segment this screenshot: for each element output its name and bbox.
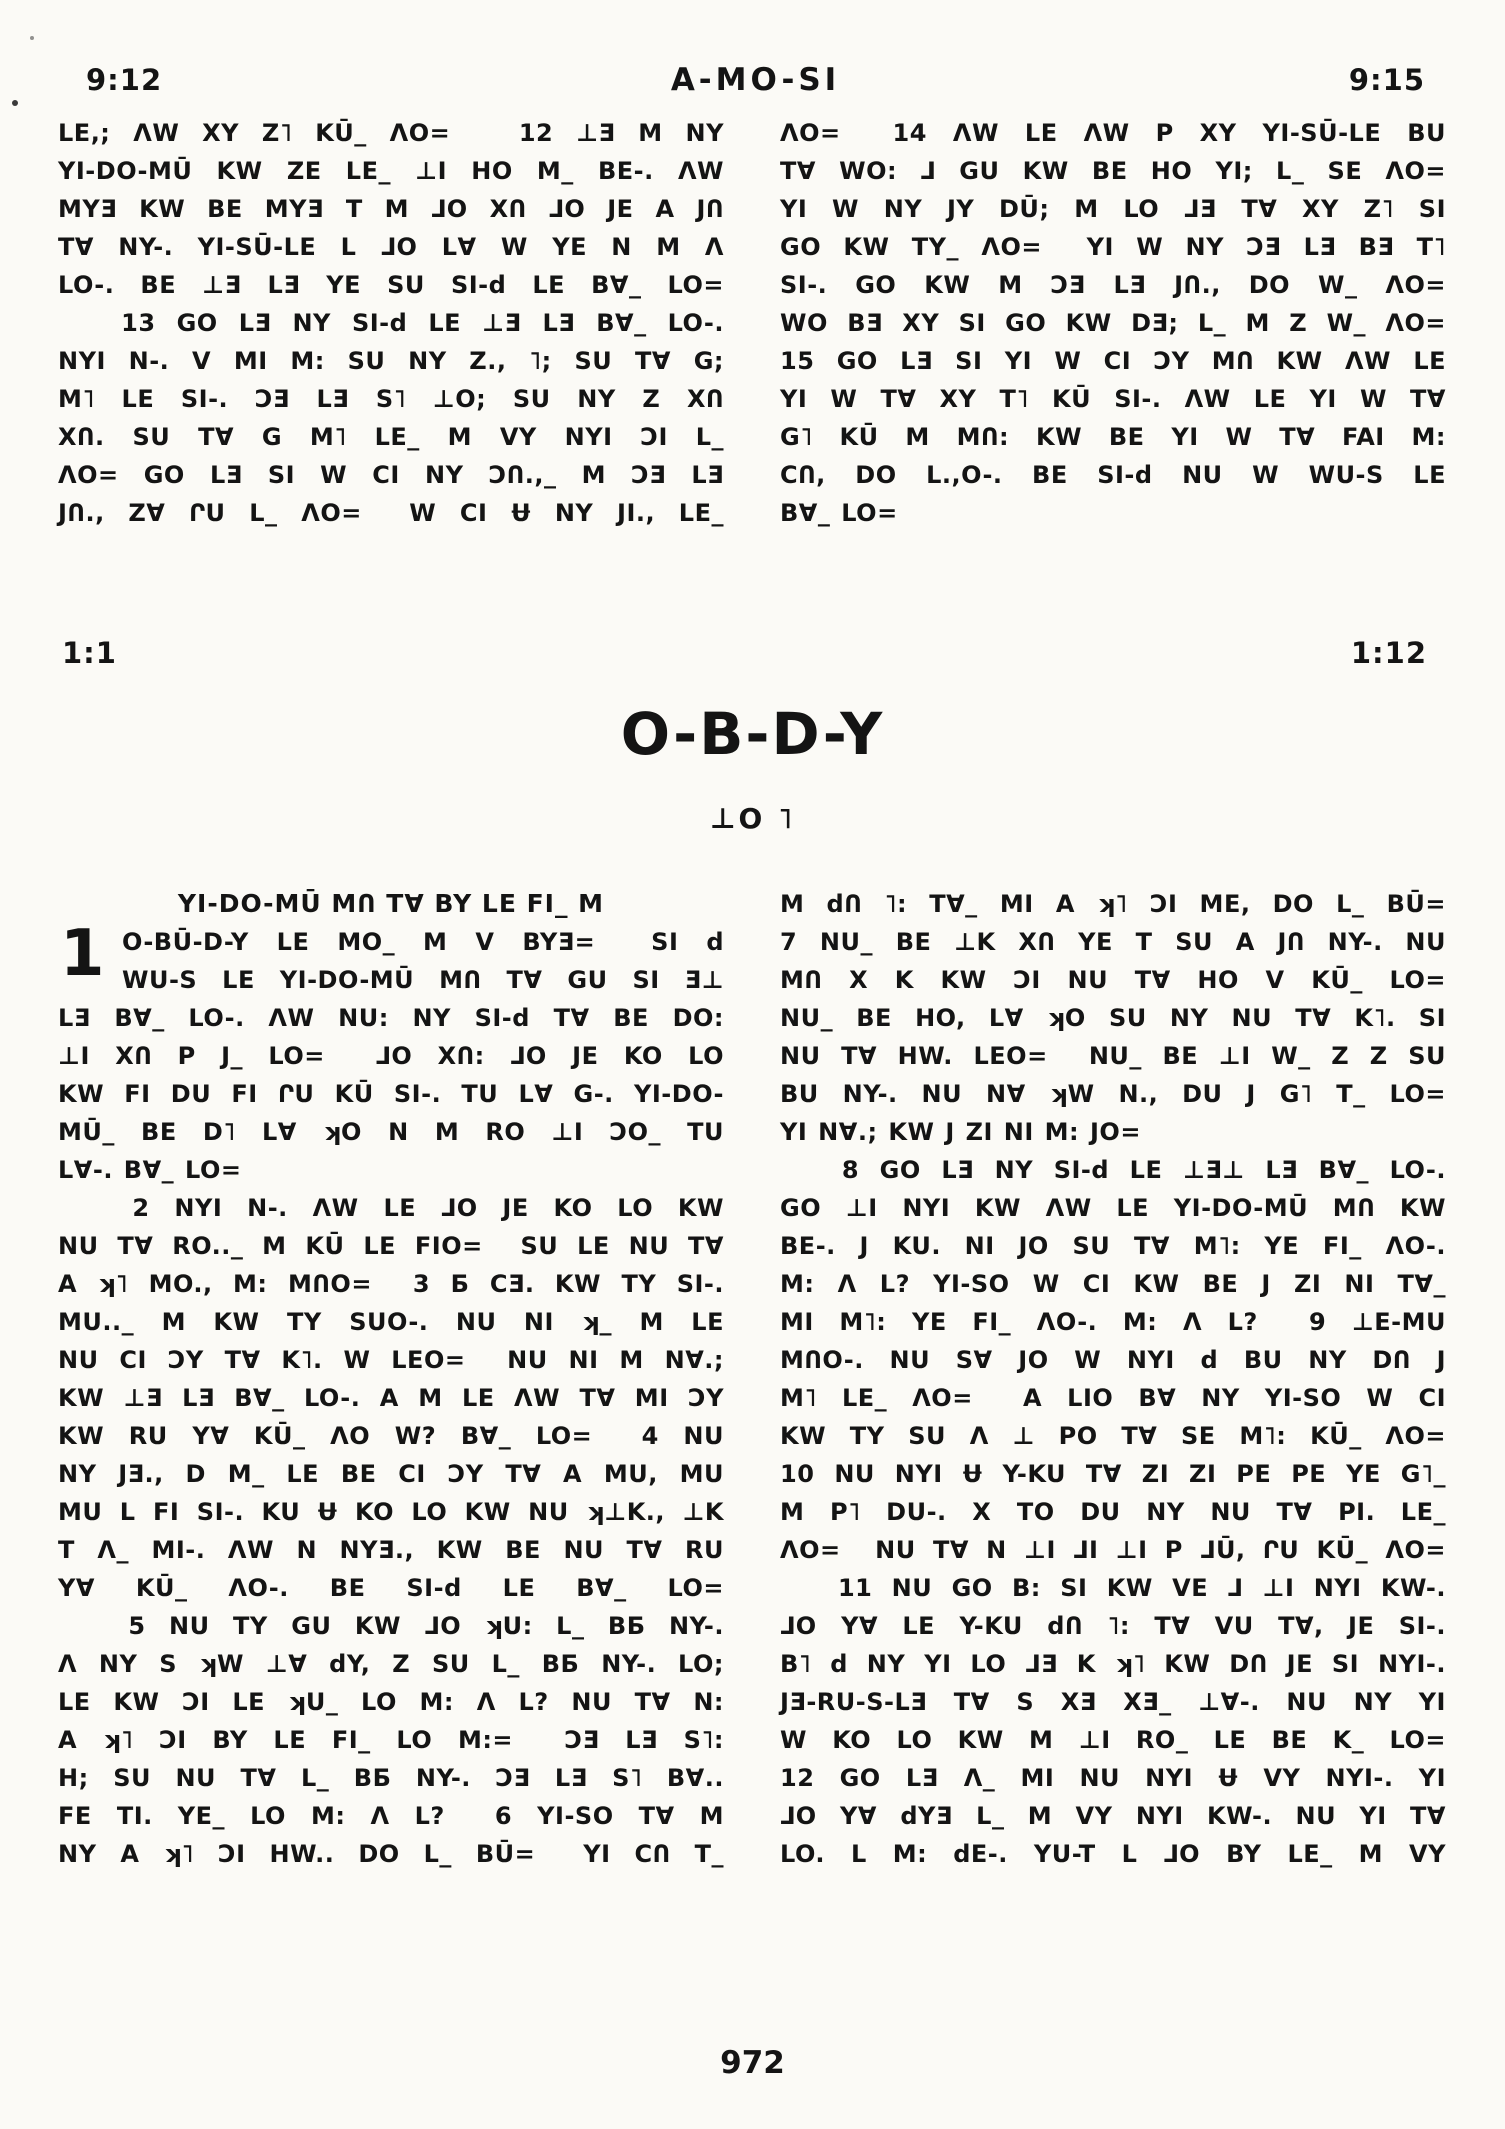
text-line: T Ʌ_ MI-. ɅW N NYƎ., KW BE NU TⱯ RU xyxy=(58,1536,724,1564)
scan-speck xyxy=(12,100,18,106)
text-line: 11 NU GO B: SI KW VE ⅃ ⊥I NYI KW-. xyxy=(780,1574,1446,1602)
text-line: NU CI ƆY TⱯ K˥. W LEO= NU NI M NⱯ.; xyxy=(58,1346,724,1374)
verse-ref-left: 9:12 xyxy=(86,63,163,97)
text-line: KW ⊥Ǝ LƎ BⱯ_ LO-. A M LE ɅW TⱯ MI ƆY xyxy=(58,1384,724,1412)
text-line: LE,; ɅW XY Z˥ KŪ_ ɅO= 12 ⊥Ǝ M NY xyxy=(58,119,724,147)
obadiah-left-column xyxy=(58,885,724,1873)
text-line: NY JƎ., D M_ LE BE CI ƆY TⱯ A MU, MU xyxy=(58,1460,724,1488)
text-line: H; SU NU TⱯ L_ BƂ NY-. ƆƎ LƎ S˥ BⱯ.. xyxy=(58,1764,724,1792)
text-line: NY A ʞ˥ ƆI HW.. DO L_ BŪ= YI CՈ T_ xyxy=(58,1840,724,1868)
text-line: G˥ KŪ M MՈ: KW BE YI W TⱯ FAI M: xyxy=(780,423,1446,451)
obadiah-right-column xyxy=(780,885,1446,1873)
text-line: SI-. GO KW M ƆƎ LƎ JՈ., DO W_ ɅO= xyxy=(780,271,1446,299)
text-line: NU TⱯ RO.._ M KŪ LE FIO= SU LE NU TⱯ xyxy=(58,1232,724,1260)
obadiah-subtitle: ⊥O ˥ xyxy=(709,802,796,835)
text-line: Ʌ NY S ʞW ⊥Ɐ dY, Z SU L_ BƂ NY-. LO; xyxy=(58,1650,724,1678)
text-line: MՈO-. NU SⱯ JO W NYI d BU NY DՈ J xyxy=(780,1346,1446,1374)
text-line: 10 NU NYI Ʉ Y-KU TⱯ ZI ZI PE PE YE G˥_ xyxy=(780,1460,1446,1488)
text-line: M˥ LE SI-. ƆƎ LƎ S˥ ⊥O; SU NY Z XՈ xyxy=(58,385,724,413)
text-line: KW RU YⱯ KŪ_ ɅO W? BⱯ_ LO= 4 NU xyxy=(58,1422,724,1450)
obadiah-text-columns xyxy=(0,885,1505,1873)
obadiah-book-title: O-B-D-Y xyxy=(620,700,885,768)
text-line: M P˥ DU-. X TO DU NY NU TⱯ PI. LE_ xyxy=(780,1498,1446,1526)
text-line: A ʞ˥ ƆI BY LE FI_ LO M:= ƆƎ LƎ S˥: xyxy=(58,1726,724,1754)
text-line: BU NY-. NU NⱯ ʞW N., DU J G˥ T_ LO= xyxy=(780,1080,1446,1108)
text-line: 2 NYI N-. ɅW LE ⅃O JE KO LO KW xyxy=(58,1194,724,1222)
text-line: WU-S LE YI-DO-MŪ MՈ TⱯ GU SI Ǝ⊥ xyxy=(122,966,724,994)
text-line: YI W TⱯ XY T˥ KŪ SI-. ɅW LE YI W TⱯ xyxy=(780,385,1446,413)
chapter-drop-cap: 1 xyxy=(60,917,105,991)
text-line: GO ⊥I NYI KW ɅW LE YI-DO-MŪ MՈ KW xyxy=(780,1194,1446,1222)
text-line: LE KW ƆI LE ʞU_ LO M: Ʌ L? NU TⱯ N: xyxy=(58,1688,724,1716)
text-line: 15 GO LƎ SI YI W CI ƆY MՈ KW ɅW LE xyxy=(780,347,1446,375)
text-line: YⱯ KŪ_ ɅO-. BE SI-d LE BⱯ_ LO= xyxy=(58,1574,724,1602)
chapter-ref-right: 1:12 xyxy=(1350,636,1427,670)
text-line: 13 GO LƎ NY SI-d LE ⊥Ǝ LƎ BⱯ_ LO-. xyxy=(58,309,724,337)
text-line: YI-DO-MŪ KW ZE LE_ ⊥I HO M_ BE-. ɅW xyxy=(58,157,724,185)
text-line: KW FI DU FI ՐU KŪ SI-. TU LⱯ G-. YI-DO- xyxy=(58,1080,724,1108)
amos-left-column xyxy=(58,114,724,532)
text-line: MU L FI SI-. KU Ʉ KO LO KW NU ʞ⊥K., ⊥K xyxy=(58,1498,724,1526)
text-line: XՈ. SU TⱯ G M˥ LE_ M VY NYI ƆI L_ xyxy=(58,423,724,451)
text-line: BⱯ_ LO= xyxy=(780,499,898,527)
text-line: 12 GO LƎ Ʌ_ MI NU NYI Ʉ VY NYI-. YI xyxy=(780,1764,1446,1792)
text-line: NU_ BE HO, LⱯ ʞO SU NY NU TⱯ K˥. SI xyxy=(780,1004,1446,1032)
scan-speck xyxy=(30,36,34,40)
page-header xyxy=(0,0,1505,98)
text-line: ⅃O YⱯ LE Y-KU dՈ ˥: TⱯ VU TⱯ, JE SI-. xyxy=(780,1612,1446,1640)
text-line: LO. L M: dE-. YU-T L ⅃O BY LE_ M VY xyxy=(780,1840,1446,1868)
page-number: 972 xyxy=(720,2045,785,2081)
text-line: LⱯ-. BⱯ_ LO= xyxy=(58,1156,242,1184)
text-line: TⱯ WO: ⅃ GU KW BE HO YI; L_ SE ɅO= xyxy=(780,157,1446,185)
text-line: M dՈ ˥: TⱯ_ MI A ʞ˥ ƆI ME, DO L_ BŪ= xyxy=(780,890,1446,918)
text-line: MYƎ KW BE MYƎ T M ⅃O XՈ ⅃O JE A JՈ xyxy=(58,195,724,223)
text-line: JՈ., ZⱯ ՐU L_ ɅO= W CI Ʉ NY JI., LE_ xyxy=(58,499,724,527)
text-line: TⱯ NY-. YI-SŪ-LE L ⅃O LⱯ W YE N M Ʌ xyxy=(58,233,724,261)
text-line: LƎ BⱯ_ LO-. ɅW NU: NY SI-d TⱯ BE DO: xyxy=(58,1004,724,1032)
section-heading: YI-DO-MŪ MՈ TⱯ BY LE FI_ M xyxy=(177,889,605,918)
text-line: B˥ d NY YI LO ⅃Ǝ K ʞ˥ KW DՈ JE SI NYI-. xyxy=(780,1650,1446,1678)
text-line: O-BŪ-D-Y LE MO_ M V BYƎ= SI d xyxy=(122,928,724,956)
text-line: MU.._ M KW TY SUO-. NU NI ʞ_ M LE xyxy=(58,1308,724,1336)
text-line: MŪ_ BE D˥ LⱯ ʞO N M RO ⊥I ƆO_ TU xyxy=(58,1118,724,1146)
text-line: CՈ, DO L.,O-. BE SI-d NU W WU-S LE xyxy=(780,461,1446,489)
text-line: WO BƎ XY SI GO KW DƎ; L_ M Z W_ ɅO= xyxy=(780,309,1446,337)
verse-ref-right: 9:15 xyxy=(1348,63,1425,97)
obadiah-refs-row xyxy=(0,636,1505,670)
text-line: YI W NY JY DŪ; M LO ⅃Ǝ TⱯ XY Z˥ SI xyxy=(780,195,1446,223)
text-line: FE TI. YE_ LO M: Ʌ L? 6 YI-SO TⱯ M xyxy=(58,1802,724,1830)
text-line: 7 NU_ BE ⊥K XՈ YE T SU A JՈ NY-. NU xyxy=(780,928,1446,956)
text-line: NYI N-. V MI M: SU NY Z., ˥; SU TⱯ G; xyxy=(58,347,724,375)
verse-1-block xyxy=(58,917,724,1873)
text-line: ɅO= 14 ɅW LE ɅW P XY YI-SŪ-LE BU xyxy=(780,119,1446,147)
text-line: JƎ-RU-S-LƎ TⱯ S XƎ XƎ_ ⊥Ɐ-. NU NY YI xyxy=(780,1688,1446,1716)
obadiah-left-lines xyxy=(58,923,724,1873)
text-line: BE-. J KU. NI JO SU TⱯ M˥: YE FI_ ɅO-. xyxy=(780,1232,1446,1260)
chapter-ref-left: 1:1 xyxy=(62,636,117,670)
amos-text-columns xyxy=(0,114,1505,532)
text-line: NU TⱯ HW. LEO= NU_ BE ⊥I W_ Z Z SU xyxy=(780,1042,1446,1070)
text-line: W KO LO KW M ⊥I RO_ LE BE K_ LO= xyxy=(780,1726,1446,1754)
text-line: ɅO= NU TⱯ N ⊥I ⅃I ⊥I P ⅃Ū, ՐU KŪ_ ɅO= xyxy=(780,1536,1446,1564)
text-line: A ʞ˥ MO., M: MՈO= 3 Ƃ CƎ. KW TY SI-. xyxy=(58,1270,724,1298)
text-line: ⅃O YⱯ dYƎ L_ M VY NYI KW-. NU YI TⱯ xyxy=(780,1802,1446,1830)
text-line: GO KW TY_ ɅO= YI W NY ƆƎ LƎ BƎ T˥ xyxy=(780,233,1446,261)
text-line: ⊥I XՈ P J_ LO= ⅃O XՈ: ⅃O JE KO LO xyxy=(58,1042,724,1070)
text-line: LO-. BE ⊥Ǝ LƎ YE SU SI-d LE BⱯ_ LO= xyxy=(58,271,724,299)
text-line: YI NⱯ.; KW J ZI NI M: JO= xyxy=(780,1118,1141,1146)
amos-right-column xyxy=(780,114,1446,532)
book-title-amos: A-MO-SI xyxy=(670,62,841,98)
text-line: KW TY SU Ʌ ⊥ PO TⱯ SE M˥: KŪ_ ɅO= xyxy=(780,1422,1446,1450)
text-line: 8 GO LƎ NY SI-d LE ⊥Ǝ⊥ LƎ BⱯ_ LO-. xyxy=(780,1156,1446,1184)
text-line: M˥ LE_ ɅO= A LIO BⱯ NY YI-SO W CI xyxy=(780,1384,1446,1412)
text-line: ɅO= GO LƎ SI W CI NY ƆՈ.,_ M ƆƎ LƎ xyxy=(58,461,724,489)
text-line: MI M˥: YE FI_ ɅO-. M: Ʌ L? 9 ⊥E-MU xyxy=(780,1308,1446,1336)
text-line: M: Ʌ L? YI-SO W CI KW BE J ZI NI TⱯ_ xyxy=(780,1270,1446,1298)
text-line: 5 NU TY GU KW ⅃O ʞU: L_ BƂ NY-. xyxy=(58,1612,724,1640)
text-line: MՈ X K KW ƆI NU TⱯ HO V KŪ_ LO= xyxy=(780,966,1446,994)
